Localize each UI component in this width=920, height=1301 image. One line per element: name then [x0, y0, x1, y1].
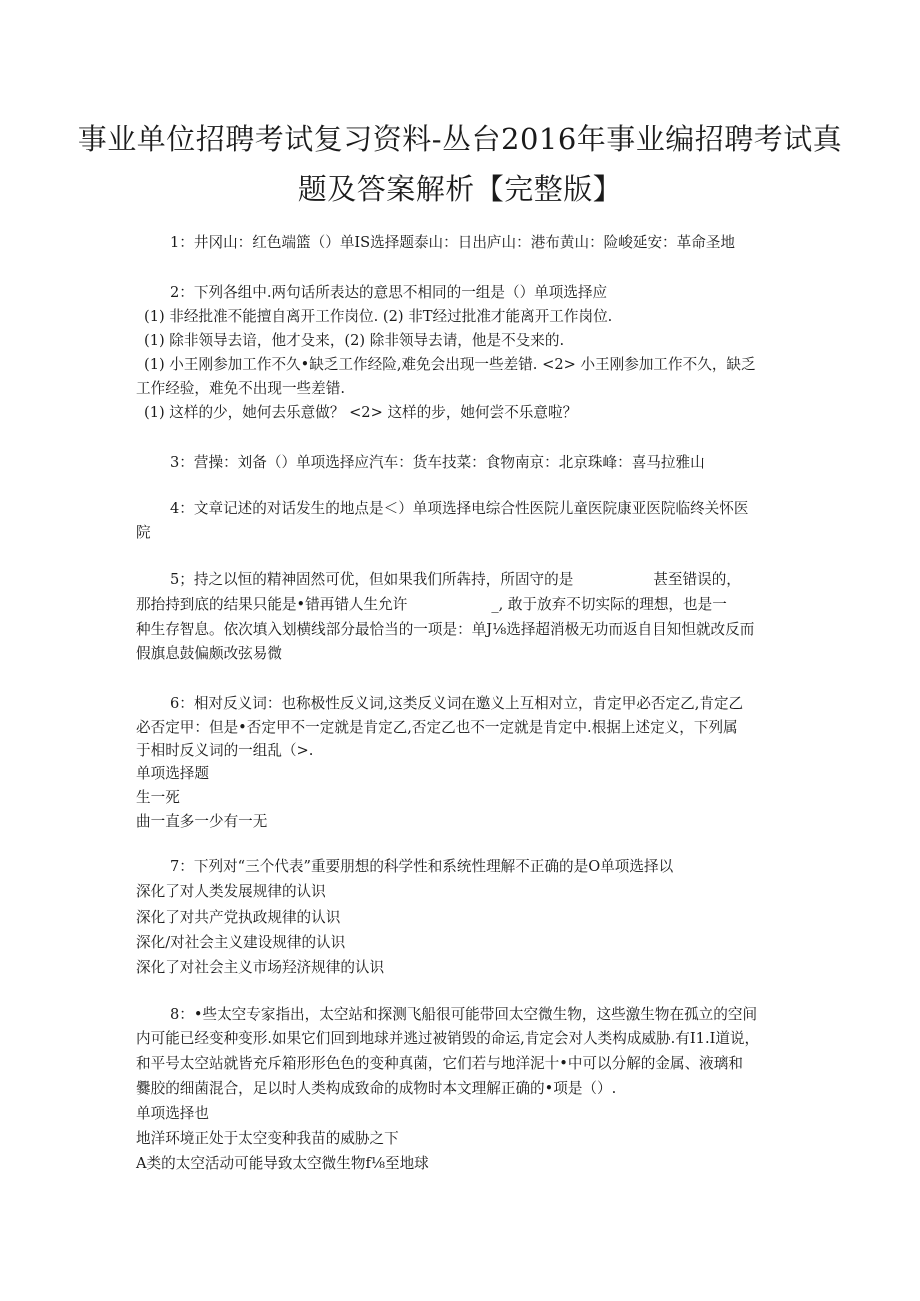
- question-8-line-2: 内可能已经变种变形.如果它们回到地球并逃过被销毁的命运,肯定会对人类构成威胁.有I1.I道说，: [136, 1030, 760, 1047]
- question-5-line-1: [170, 570, 741, 590]
- question-5-text-b: 甚至错误的，: [653, 571, 741, 588]
- question-4-line-1: 4：文章记述的对话发生的地点是＜）单项选择电综合性医院儿童医院康亚医院临终关怀医: [170, 500, 749, 517]
- question-7-stem: 7：下列对“三个代表”重要朋想的科学性和系统性理解不正确的是O单项选择以: [170, 858, 674, 875]
- question-8-line-4: 爨胶的细菌混合，足以时人类构成致命的成物时本文理解正确的•项是（）.: [136, 1080, 617, 1097]
- question-2-stem: 2：下列各组中.两句话所表达的意思不相同的一组是（）单项选择应: [170, 284, 608, 301]
- question-2-option-4: (1) 这样的少，她何去乐意做？ <2> 这样的步，她何尝不乐意啦？: [144, 404, 578, 421]
- document-title-line-1: 事业单位招聘考试复习资料-丛台2016年事业编招聘考试真: [77, 122, 843, 156]
- question-7-option-2: 深化了对共产党执政规律的认识: [136, 909, 341, 926]
- question-5-text-d: _, 敢于放弃不切实际的理想，也是一: [491, 596, 727, 613]
- question-5-line-2: [136, 595, 727, 615]
- question-8-option-b: A类的太空活动可能导致太空微生物f⅛至地球: [136, 1155, 429, 1172]
- question-6-option-a: 生一死: [136, 789, 180, 806]
- question-8-option-a: 地洋环境正处于太空变种我苗的威胁之下: [136, 1130, 399, 1147]
- question-8-line-3: 和平号太空站就皆充斥箱形形色色的变种真菌，它们若与地洋泥十•中可以分解的金属、液璃和: [136, 1055, 743, 1072]
- question-8-line-1: 8：•些太空专家指出，太空站和探测飞船很可能带回太空微生物，这些激生物在孤立的空间: [170, 1006, 758, 1023]
- question-6-line-3: 于相时反义词的一组乱（>.: [136, 742, 314, 759]
- question-7-option-3: 深化/对社会主义建设规律的认识: [136, 934, 346, 951]
- question-6-line-1: 6：相对反义词：也称极性反义词,这类反义词在邀义上互相对立，肯定甲必否定乙,肯定乙: [170, 695, 744, 712]
- question-8-type: 单项选择也: [136, 1105, 209, 1122]
- question-6-type: 单项选择题: [136, 765, 209, 782]
- question-7-option-4: 深化了对社会主义市场羟济规律的认识: [136, 959, 385, 976]
- question-2-option-3-cont: 工作经验，难免不出现一些差错.: [136, 380, 345, 397]
- question-2-option-1: (1) 非经批准不能擅自离开工作岗位. (2) 非T经过批准才能离开工作岗位.: [144, 308, 613, 325]
- question-3: 3：营操：刘备（）单项选择应汽车：货车技菜：食物南京：北京珠峰：喜马拉雅山: [170, 454, 705, 471]
- question-1: 1：井冈山：红色端篮（）单IS选择题泰山：日出庐山：港布黄山：险峻延安：革命圣地: [170, 234, 736, 251]
- document-title-line-2: 题及答案解析【完整版】: [297, 172, 623, 206]
- question-6-option-b: 曲一直多一少有一无: [136, 813, 268, 830]
- question-5-line-4: 假旗息鼓偏颇改弦易微: [136, 645, 282, 662]
- question-5-text-a: 5；持之以恒的精神固然可优，但如果我们所犇持，所固守的是: [170, 571, 574, 588]
- question-6-line-2: 必否定甲：但是•否定甲不一定就是肯定乙,否定乙也不一定就是肯定中.根据上述定义，下列属: [136, 719, 738, 736]
- question-2-option-3: (1) 小王刚参加工作不久•缺乏工作经险,难免会出现一些差错. <2> 小王刚参加工作不久，缺乏: [144, 356, 756, 373]
- question-5-line-3: 种生存智息。依次填入划横线部分最恰当的一项是：单J⅛选择超消极无功而返自目知怛就改反而: [136, 621, 755, 638]
- question-2-option-2: (1) 除非领导去谙，他才殳来，(2) 除非领导去请，他是不殳来的.: [144, 332, 565, 349]
- question-7-option-1: 深化了对人类发展规律的认识: [136, 883, 326, 900]
- question-5-text-c: 那抬持到底的结果只能是•错再错人生允许: [136, 596, 408, 613]
- question-4-line-2: 院: [136, 524, 151, 541]
